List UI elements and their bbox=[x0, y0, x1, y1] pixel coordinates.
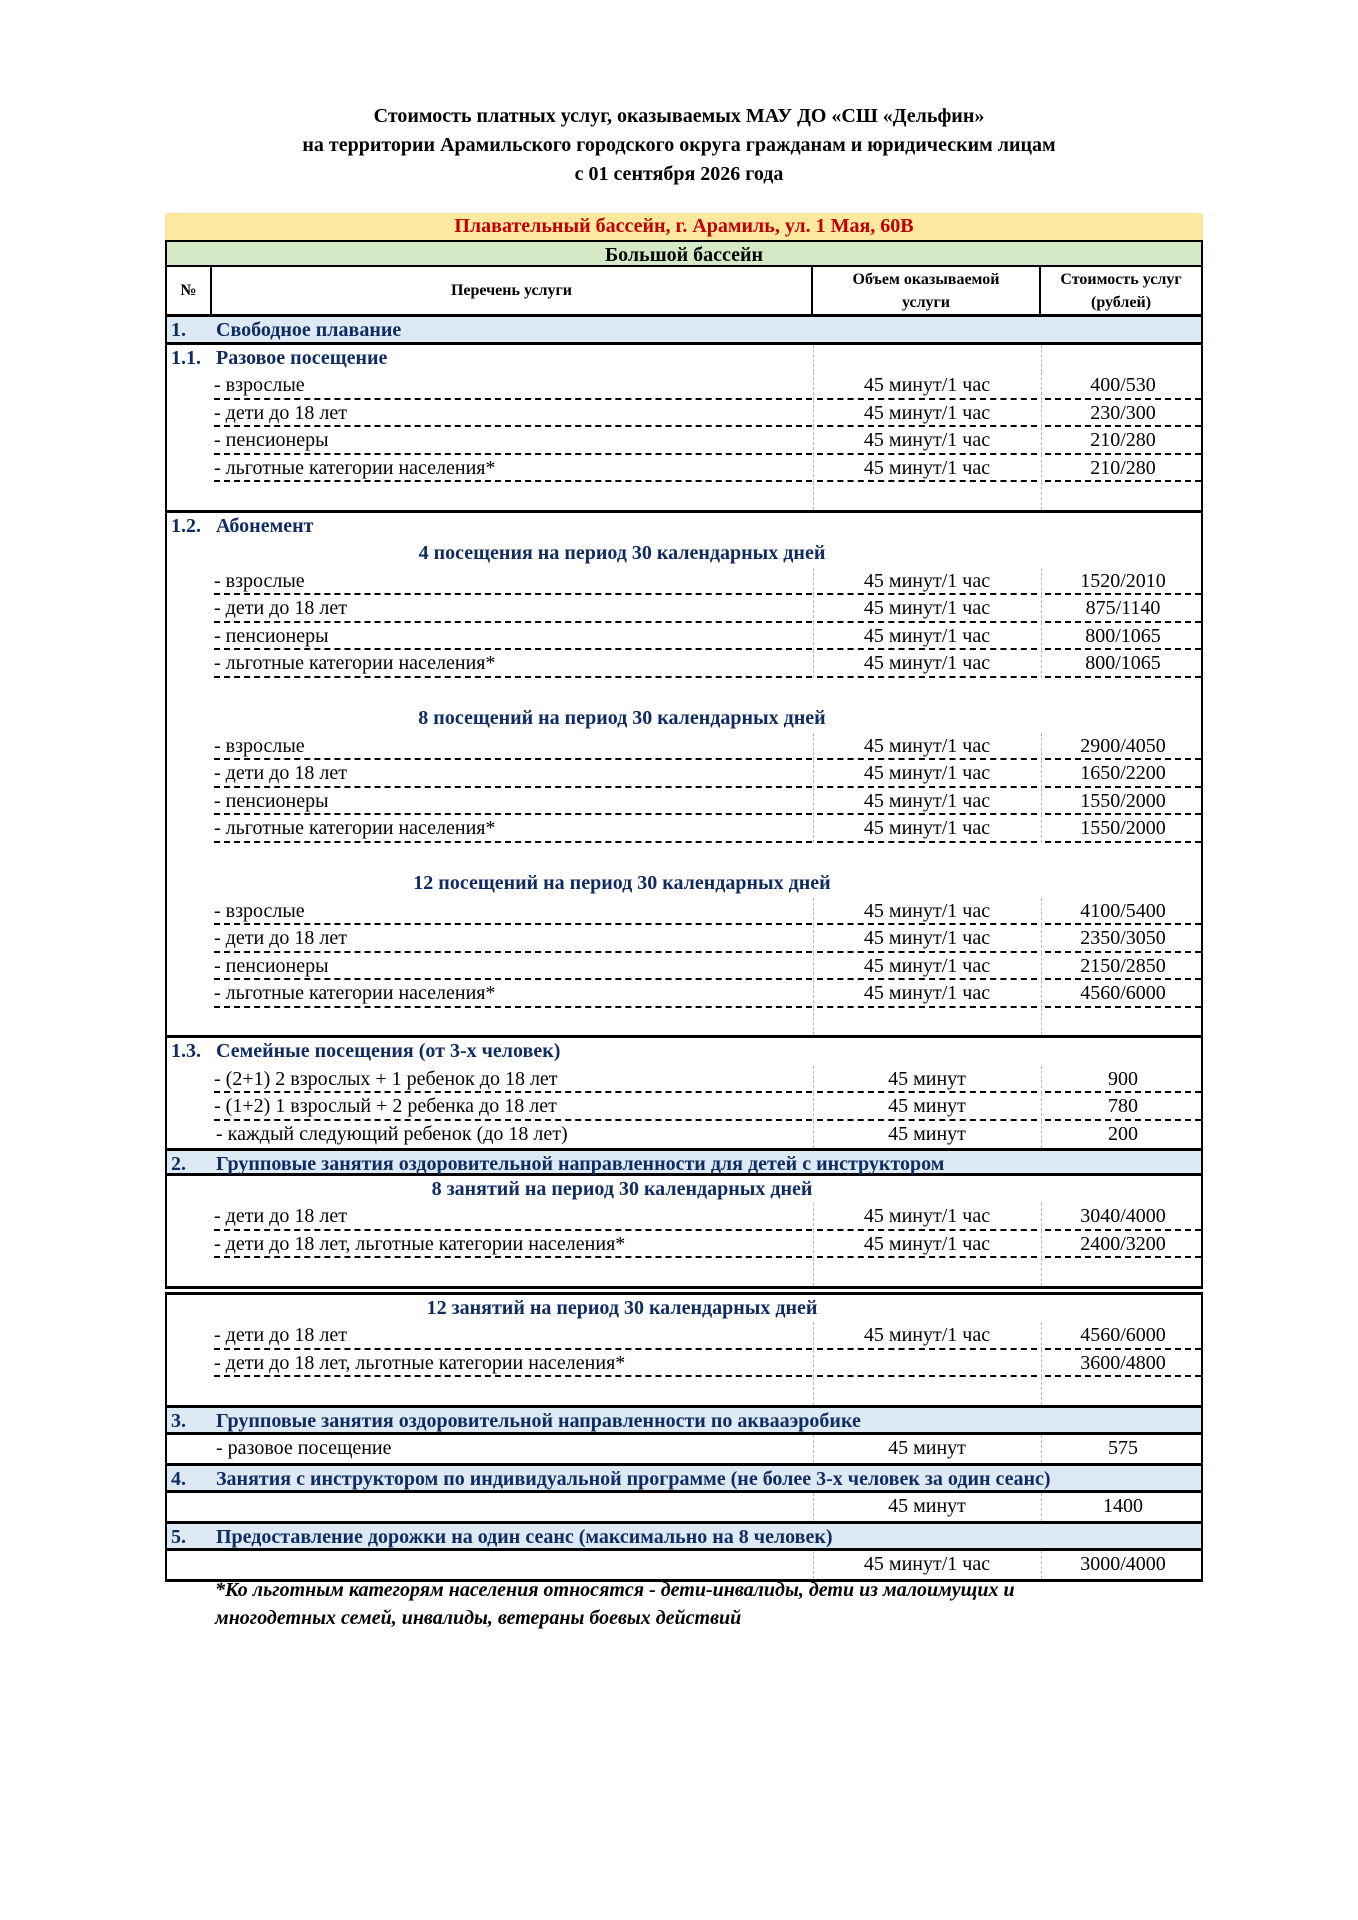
service-volume: 45 минут/1 час bbox=[817, 1231, 1037, 1259]
section-2-title: Групповые занятия оздоровительной направленности для детей с инструктором bbox=[216, 1153, 945, 1175]
section-4-title: Занятия с инструктором по индивидуальной программе (не более 3-х человек за один сеанс) bbox=[216, 1467, 1051, 1490]
table-row bbox=[167, 788, 1201, 816]
table-row bbox=[167, 623, 1201, 651]
subsection-1-1-title: Разовое посещение bbox=[216, 346, 388, 369]
service-price: 875/1140 bbox=[1045, 595, 1201, 623]
service-name: - (1+2) 1 взрослый + 2 ребенка до 18 лет bbox=[214, 1093, 812, 1121]
service-volume: 45 минут/1 час bbox=[817, 760, 1037, 788]
service-name: - дети до 18 лет bbox=[214, 760, 812, 788]
service-name: - (2+1) 2 взрослых + 1 ребенок до 18 лет bbox=[214, 1066, 812, 1094]
table-row bbox=[167, 1350, 1201, 1378]
block-1-3 bbox=[165, 1035, 1203, 1148]
table-row bbox=[167, 1066, 1201, 1094]
service-volume: 45 минут bbox=[888, 1495, 966, 1517]
service-price: 2900/4050 bbox=[1045, 733, 1201, 761]
table-row bbox=[167, 1203, 1201, 1231]
service-price: 780 bbox=[1045, 1093, 1201, 1121]
service-name: - дети до 18 лет bbox=[214, 925, 812, 953]
service-name bbox=[216, 1493, 812, 1521]
service-volume: 45 минут/1 час bbox=[817, 815, 1037, 843]
service-name: - льготные категории населения* bbox=[214, 815, 812, 843]
service-name: - дети до 18 лет bbox=[214, 1203, 812, 1231]
section-4-row bbox=[165, 1466, 1203, 1494]
pool-header: Большой бассейн bbox=[165, 240, 1203, 267]
service-name: - дети до 18 лет, льготные категории населения* bbox=[214, 1231, 812, 1259]
group-8-title: 8 занятий на период 30 календарных дней bbox=[431, 1177, 813, 1200]
service-volume: 45 минут bbox=[817, 1093, 1037, 1121]
subscription-12-title: 12 посещений на период 30 календарных дней bbox=[413, 872, 831, 894]
section-3-num: 3. bbox=[171, 1409, 186, 1432]
table-row bbox=[167, 427, 1201, 455]
service-volume: 45 минут/1 час bbox=[817, 455, 1037, 483]
service-price: 2400/3200 bbox=[1045, 1231, 1201, 1259]
price-table bbox=[165, 213, 1203, 1582]
service-price: 1400 bbox=[1103, 1495, 1143, 1517]
service-price: 800/1065 bbox=[1045, 650, 1201, 678]
service-name: - взрослые bbox=[214, 568, 812, 596]
service-price: 4560/6000 bbox=[1045, 1322, 1201, 1350]
service-name: - дети до 18 лет bbox=[214, 400, 812, 428]
block-1-1 bbox=[165, 345, 1203, 510]
service-volume: 45 минут/1 час bbox=[817, 372, 1037, 400]
subsection-1-2-row bbox=[167, 513, 1201, 541]
block-4 bbox=[165, 1493, 1203, 1524]
service-name: - пенсионеры bbox=[214, 953, 812, 981]
spacer-row bbox=[167, 1258, 1201, 1286]
block-2-8 bbox=[165, 1176, 1203, 1289]
section-1-row bbox=[165, 317, 1203, 345]
title-line-3: с 01 сентября 2026 года bbox=[574, 163, 784, 185]
service-price: 230/300 bbox=[1045, 400, 1201, 428]
service-price: 1650/2200 bbox=[1045, 760, 1201, 788]
service-volume: 45 минут/1 час bbox=[863, 1553, 991, 1575]
service-price: 210/280 bbox=[1045, 455, 1201, 483]
service-name: - дети до 18 лет bbox=[214, 595, 812, 623]
service-name: - взрослые bbox=[214, 372, 812, 400]
group-8-title-row bbox=[167, 1176, 1201, 1204]
spacer-row bbox=[167, 1377, 1201, 1405]
service-price: 3040/4000 bbox=[1045, 1203, 1201, 1231]
service-name bbox=[216, 1551, 812, 1579]
service-price: 3600/4800 bbox=[1045, 1350, 1201, 1378]
service-price: 200 bbox=[1108, 1122, 1138, 1145]
header-volume-line-2: услуги bbox=[901, 293, 951, 311]
section-2-row bbox=[165, 1148, 1203, 1176]
service-name: - взрослые bbox=[214, 733, 812, 761]
service-name: - дети до 18 лет, льготные категории населения* bbox=[214, 1350, 812, 1378]
service-price: 4100/5400 bbox=[1045, 898, 1201, 926]
service-volume: 45 минут/1 час bbox=[817, 1322, 1037, 1350]
spacer-row bbox=[167, 843, 1201, 871]
service-price: 1550/2000 bbox=[1045, 788, 1201, 816]
table-row bbox=[167, 953, 1201, 981]
subsection-1-3-row bbox=[167, 1038, 1201, 1066]
column-headers bbox=[165, 267, 1203, 317]
table-row bbox=[167, 1121, 1201, 1149]
service-price: 400/530 bbox=[1045, 372, 1201, 400]
section-5-num: 5. bbox=[171, 1525, 186, 1548]
service-volume: 45 минут bbox=[817, 1066, 1037, 1094]
section-1-num: 1. bbox=[171, 319, 186, 341]
block-1-2 bbox=[165, 510, 1203, 1036]
table-row bbox=[167, 760, 1201, 788]
table-row bbox=[167, 1093, 1201, 1121]
service-price: 1520/2010 bbox=[1045, 568, 1201, 596]
service-price: 2350/3050 bbox=[1045, 925, 1201, 953]
subsection-1-3-num: 1.3. bbox=[171, 1040, 201, 1062]
table-row bbox=[167, 455, 1201, 483]
service-price: 800/1065 bbox=[1045, 623, 1201, 651]
service-price: 900 bbox=[1045, 1066, 1201, 1094]
service-name: - разовое посещение bbox=[216, 1437, 392, 1459]
footnote bbox=[215, 1576, 1195, 1632]
subscription-12-title-row bbox=[167, 870, 1201, 898]
table-row bbox=[167, 595, 1201, 623]
service-volume: 45 минут/1 час bbox=[817, 595, 1037, 623]
group-12-title: 12 занятий на период 30 календарных дней bbox=[426, 1296, 818, 1319]
section-1-title: Свободное плавание bbox=[216, 319, 402, 341]
subsection-1-1-row bbox=[167, 345, 1201, 373]
table-row bbox=[167, 898, 1201, 926]
block-2-12 bbox=[165, 1292, 1203, 1408]
service-name: - пенсионеры bbox=[214, 427, 812, 455]
service-volume: 45 минут/1 час bbox=[817, 953, 1037, 981]
service-price: 2150/2850 bbox=[1045, 953, 1201, 981]
service-volume: 45 минут bbox=[888, 1437, 966, 1459]
service-name: - взрослые bbox=[214, 898, 812, 926]
table-row bbox=[167, 568, 1201, 596]
block-3 bbox=[165, 1435, 1203, 1466]
table-row bbox=[167, 1322, 1201, 1350]
subsection-1-3-title: Семейные посещения (от 3-х человек) bbox=[216, 1040, 561, 1062]
service-name: - пенсионеры bbox=[214, 788, 812, 816]
subscription-8-title: 8 посещений на период 30 календарных дней bbox=[418, 707, 826, 729]
service-volume: 45 минут/1 час bbox=[817, 650, 1037, 678]
section-4-num: 4. bbox=[171, 1467, 186, 1490]
table-row bbox=[167, 372, 1201, 400]
location-header: Плавательный бассейн, г. Арамиль, ул. 1 Мая, 60В bbox=[165, 213, 1203, 240]
table-row bbox=[167, 733, 1201, 761]
service-volume: 45 минут/1 час bbox=[817, 733, 1037, 761]
subsection-1-2-title: Абонемент bbox=[216, 514, 314, 537]
subscription-4-title-row bbox=[167, 540, 1201, 568]
subsection-1-2-num: 1.2. bbox=[171, 514, 201, 537]
table-row bbox=[167, 815, 1201, 843]
service-volume: 45 минут/1 час bbox=[817, 898, 1037, 926]
title-line-2: на территории Арамильского городского округа гражданам и юридическим лицам bbox=[302, 134, 1056, 156]
spacer-row bbox=[167, 678, 1201, 706]
table-row bbox=[167, 1493, 1201, 1521]
service-name: - льготные категории населения* bbox=[214, 455, 812, 483]
service-name: - дети до 18 лет bbox=[214, 1322, 812, 1350]
service-volume: 45 минут/1 час bbox=[817, 623, 1037, 651]
header-name: Перечень услуги bbox=[212, 267, 813, 314]
table-row bbox=[167, 1551, 1201, 1579]
service-name: - льготные категории населения* bbox=[214, 980, 812, 1008]
footnote-line-1: *Ко льготным категорям населения относятся - дети-инвалиды, дети из малоимущих и bbox=[215, 1579, 1015, 1601]
table-row bbox=[167, 1231, 1201, 1259]
service-price: 575 bbox=[1108, 1437, 1138, 1459]
section-5-row bbox=[165, 1524, 1203, 1552]
section-5-title: Предоставление дорожки на один сеанс (максимально на 8 человек) bbox=[216, 1525, 833, 1548]
spacer-row bbox=[167, 482, 1201, 510]
service-volume: 45 минут bbox=[888, 1122, 966, 1145]
header-volume-line-1: Объем оказываемой bbox=[852, 270, 1000, 288]
service-volume: 45 минут/1 час bbox=[817, 427, 1037, 455]
service-volume: 45 минут/1 час bbox=[817, 925, 1037, 953]
subscription-8-title-row bbox=[167, 705, 1201, 733]
group-12-title-row bbox=[167, 1295, 1201, 1323]
header-volume bbox=[813, 267, 1041, 314]
table-row bbox=[167, 650, 1201, 678]
table-row bbox=[167, 980, 1201, 1008]
header-price-line-1: Стоимость услуг bbox=[1060, 270, 1182, 288]
service-volume: 45 минут/1 час bbox=[817, 568, 1037, 596]
service-price: 210/280 bbox=[1045, 427, 1201, 455]
table-row bbox=[167, 925, 1201, 953]
document-title bbox=[0, 102, 1358, 189]
service-volume: 45 минут/1 час bbox=[817, 1203, 1037, 1231]
section-3-title: Групповые занятия оздоровительной направленности по аквааэробике bbox=[216, 1409, 861, 1432]
footnote-line-2: многодетных семей, инвалиды, ветераны боевых действий bbox=[215, 1607, 742, 1629]
table-row bbox=[167, 1435, 1201, 1463]
service-name: - каждый следующий ребенок (до 18 лет) bbox=[216, 1122, 568, 1145]
subsection-1-1-num: 1.1. bbox=[171, 346, 201, 369]
header-num: № bbox=[167, 267, 212, 314]
header-price bbox=[1041, 267, 1201, 314]
service-name: - пенсионеры bbox=[214, 623, 812, 651]
service-volume: 45 минут/1 час bbox=[817, 980, 1037, 1008]
title-line-1: Стоимость платных услуг, оказываемых МАУ ДО «СШ «Дельфин» bbox=[373, 105, 985, 127]
service-price: 3000/4000 bbox=[1080, 1553, 1166, 1575]
section-2-num: 2. bbox=[171, 1153, 186, 1175]
subscription-4-title: 4 посещения на период 30 календарных дней bbox=[418, 542, 826, 564]
service-name: - льготные категории населения* bbox=[214, 650, 812, 678]
section-3-row bbox=[165, 1408, 1203, 1436]
header-price-line-2: (рублей) bbox=[1090, 293, 1152, 311]
spacer-row bbox=[167, 1008, 1201, 1036]
service-price: 1550/2000 bbox=[1045, 815, 1201, 843]
service-volume: 45 минут/1 час bbox=[817, 788, 1037, 816]
service-price: 4560/6000 bbox=[1045, 980, 1201, 1008]
table-row bbox=[167, 400, 1201, 428]
service-volume: 45 минут/1 час bbox=[817, 400, 1037, 428]
service-volume bbox=[817, 1350, 1037, 1378]
